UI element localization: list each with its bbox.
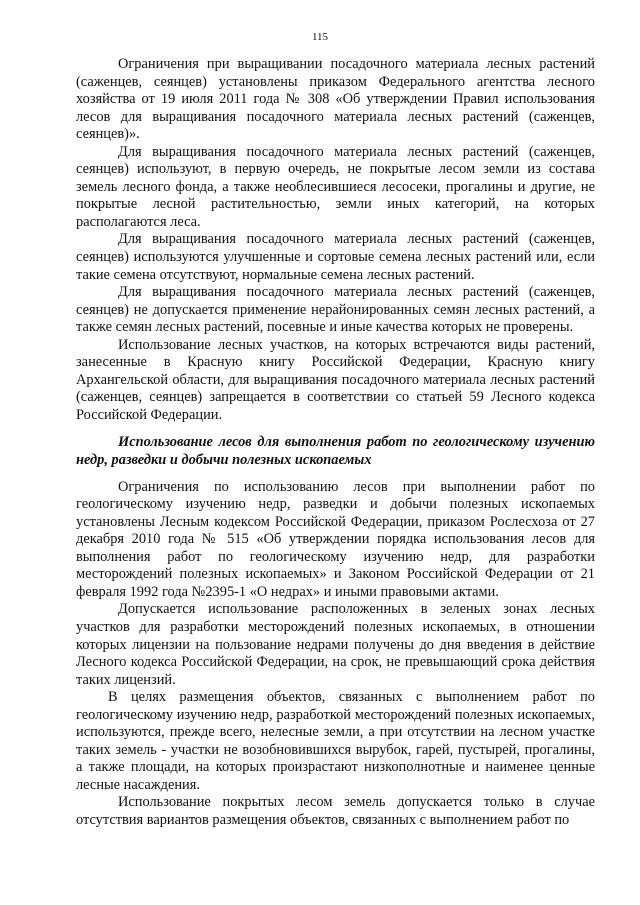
paragraph-green-zone-deposits: Допускается использование расположенных в зеленых зонах лесных участков для разработки месторождений полезных ископаемых, в отношении которых лицензии на пользование недрами получены до дня введения в действие Лесного кодекса Российской Федерации, на срок, не превышающий срока действия таких лицензий. bbox=[76, 601, 595, 688]
paragraph-seed-quality: Для выращивания посадочного материала лесных растений (саженцев, сеянцев) используются улучшенные и сортовые семена лесных растений или, если такие семена отсутствуют, нормальные семена лесных растений. bbox=[76, 231, 595, 283]
paragraph-planting-restrictions: Ограничения при выращивании посадочного материала лесных растений (саженцев, сеянцев) установлены приказом Федерального агентства лесного хозяйства от 19 июля 2011 года № 308 «Об утверждении Правил использования лесов для выращивания посадочного материала лесных растений (саженцев, сеянцев)». bbox=[76, 56, 595, 143]
page-content bbox=[76, 56, 595, 830]
page-number: 115 bbox=[311, 31, 329, 43]
paragraph-red-book-prohibition: Использование лесных участков, на которых встречаются виды растений, занесенные в Красную книгу Российской Федерации, Красную книгу Архангельской области, для выращивания посадочного материала лесных растений (саженцев, сеянцев) запрещается в соответствии со статьей 59 Лесного кодекса Российской Федерации. bbox=[76, 336, 595, 423]
paragraph-non-zoned-seeds: Для выращивания посадочного материала лесных растений (саженцев, сеянцев) не допускается применение нерайонированных семян лесных растений, а также семян лесных растений, посевные и иные качества которых не проверены. bbox=[76, 284, 595, 336]
section-heading-geology: Использование лесов для выполнения работ по геологическому изучению недр, разведки и добычи полезных ископаемых bbox=[76, 434, 595, 469]
paragraph-forested-land-use: Использование покрытых лесом земель допускается только в случае отсутствия вариантов размещения объектов, связанных с выполнением работ по bbox=[76, 794, 595, 828]
paragraph-land-for-planting: Для выращивания посадочного материала лесных растений (саженцев, сеянцев) используют, в первую очередь, не покрытые лесом земли из состава земель лесного фонда, а также необлесившиеся лесосеки, прогалины и другие, не покрытые лесной растительностью, земли иных категорий, на которых располагаются леса. bbox=[76, 143, 595, 230]
paragraph-geology-restrictions: Ограничения по использованию лесов при выполнении работ по геологическому изучению недр, разведки и добычи полезных ископаемых установлены Лесным кодексом Российской Федерации, приказом Рослесхоза от 27 декабря 2010 года № 515 «Об утверждении порядка использования лесов для выполнения работ по геологическому изучению недр, для разработки месторождений полезных ископаемых» и Законом Российской Федерации от 21 февраля 1992 года №2395-1 «О недрах» и иными правовыми актами. bbox=[76, 478, 595, 600]
paragraph-object-placement: В целях размещения объектов, связанных с выполнением работ по геологическому изучению недр, разработкой месторождений полезных ископаемых, используются, прежде всего, нелесные земли, а при отсутствии на лесном участке таких земель - участки не возобновившихся вырубок, гарей, пустырей, прогалины, а также площади, на которых произрастают низкополнотные и наименее ценные лесные насаждения. bbox=[76, 689, 595, 793]
